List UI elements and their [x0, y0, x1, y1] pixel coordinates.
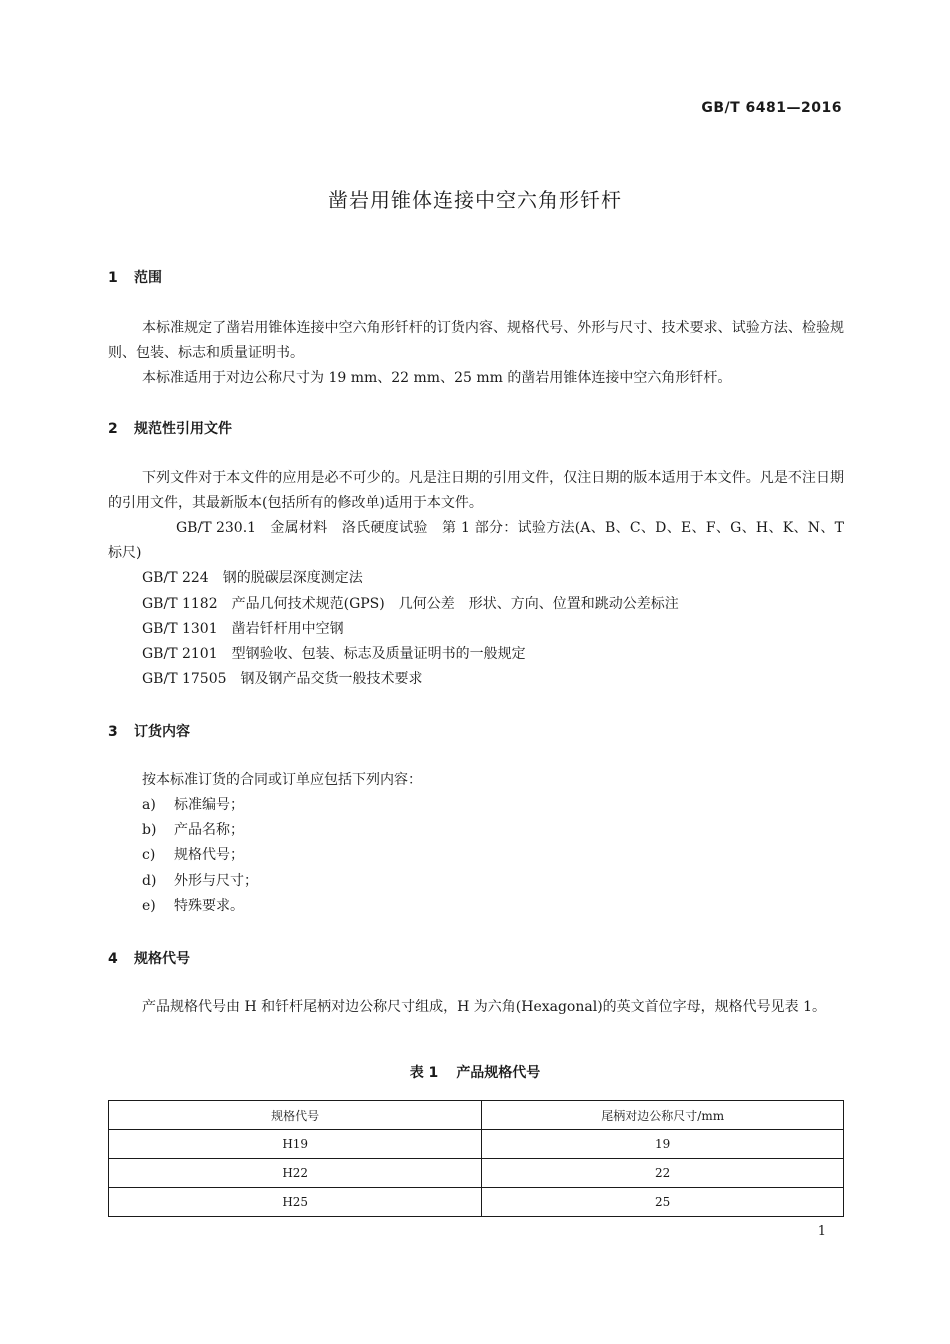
document-title: 凿岩用锥体连接中空六角形钎杆 [328, 188, 622, 212]
section-number: 1 [108, 270, 118, 286]
reference-title: 凿岩钎杆用中空钢 [231, 621, 344, 637]
section-2-heading [108, 418, 232, 438]
section-title: 规格代号 [134, 951, 190, 967]
list-item [142, 894, 244, 919]
reference-item [142, 592, 679, 617]
table-cell: H25 [109, 1188, 482, 1217]
list-marker: c) [142, 847, 156, 863]
reference-code: GB/T 17505 [142, 671, 227, 687]
reference-code: GB/T 230.1 [176, 520, 257, 536]
reference-item [142, 642, 526, 667]
list-text: 规格代号； [174, 847, 244, 863]
table-caption [0, 1062, 950, 1082]
table-cell: H19 [109, 1130, 482, 1159]
reference-title: 钢及钢产品交货一般技术要求 [240, 671, 423, 687]
section-title: 订货内容 [134, 724, 190, 740]
table-row [109, 1130, 844, 1159]
list-item [142, 843, 244, 868]
section-1-heading [108, 267, 162, 287]
reference-title: 金属材料 洛氏硬度试验 第 1 部分：试验方法(A、B、C、D、E、F、G、H、K、N、T 标尺) [108, 520, 844, 561]
list-item [142, 793, 244, 818]
section-number: 2 [108, 421, 118, 437]
section-number: 3 [108, 724, 118, 740]
reference-item [142, 566, 363, 591]
table-header-cell: 尾柄对边公称尺寸/mm [482, 1101, 844, 1130]
table-header-cell: 规格代号 [109, 1101, 482, 1130]
table-label: 表 1 [409, 1065, 439, 1081]
table-cell: 25 [482, 1188, 844, 1217]
table-cell: 19 [482, 1130, 844, 1159]
list-item [142, 818, 244, 843]
reference-code: GB/T 2101 [142, 646, 218, 662]
table-row [109, 1188, 844, 1217]
standard-code: GB/T 6481—2016 [701, 100, 842, 116]
list-marker: d) [142, 873, 157, 889]
section-3-heading [108, 721, 190, 741]
list-text: 特殊要求。 [174, 898, 244, 914]
reference-code: GB/T 1182 [142, 596, 218, 612]
reference-title: 钢的脱碳层深度测定法 [222, 570, 363, 586]
list-marker: b) [142, 822, 157, 838]
reference-item [142, 617, 344, 642]
list-marker: a) [142, 797, 156, 813]
section-number: 4 [108, 951, 118, 967]
reference-item [142, 667, 423, 692]
reference-code: GB/T 224 [142, 570, 209, 586]
list-text: 外形与尺寸； [174, 873, 258, 889]
list-item [142, 869, 258, 894]
spec-table [108, 1100, 844, 1217]
list-text: 产品名称； [174, 822, 244, 838]
section-3-intro: 按本标准订货的合同或订单应包括下列内容： [142, 772, 422, 788]
section-1-paragraph-2: 本标准适用于对边公称尺寸为 19 mm、22 mm、25 mm 的凿岩用锥体连接中空六角形钎杆。 [142, 370, 732, 386]
section-title: 规范性引用文件 [134, 421, 232, 437]
list-marker: e) [142, 898, 156, 914]
reference-title: 型钢验收、包装、标志及质量证明书的一般规定 [231, 646, 526, 662]
section-1-paragraph-1: 本标准规定了凿岩用锥体连接中空六角形钎杆的订货内容、规格代号、外形与尺寸、技术要求、试验方法、检验规则、包装、标志和质量证明书。 [108, 320, 844, 361]
table-header-row [109, 1101, 844, 1130]
reference-item [108, 516, 844, 566]
section-2-intro: 下列文件对于本文件的应用是必不可少的。凡是注日期的引用文件，仅注日期的版本适用于本文件。凡是不注日期的引用文件，其最新版本(包括所有的修改单)适用于本文件。 [108, 470, 844, 511]
table-cell: H22 [109, 1159, 482, 1188]
reference-title: 产品几何技术规范(GPS) 几何公差 形状、方向、位置和跳动公差标注 [231, 596, 679, 612]
section-4-heading [108, 948, 190, 968]
table-caption-text: 产品规格代号 [456, 1065, 541, 1081]
reference-code: GB/T 1301 [142, 621, 218, 637]
table-row [109, 1159, 844, 1188]
list-text: 标准编号； [174, 797, 244, 813]
table-cell: 22 [482, 1159, 844, 1188]
section-title: 范围 [134, 270, 162, 286]
page-number: 1 [817, 1224, 826, 1239]
section-4-paragraph-1: 产品规格代号由 H 和钎杆尾柄对边公称尺寸组成，H 为六角(Hexagonal)的英文首位字母，规格代号见表 1。 [142, 999, 827, 1015]
